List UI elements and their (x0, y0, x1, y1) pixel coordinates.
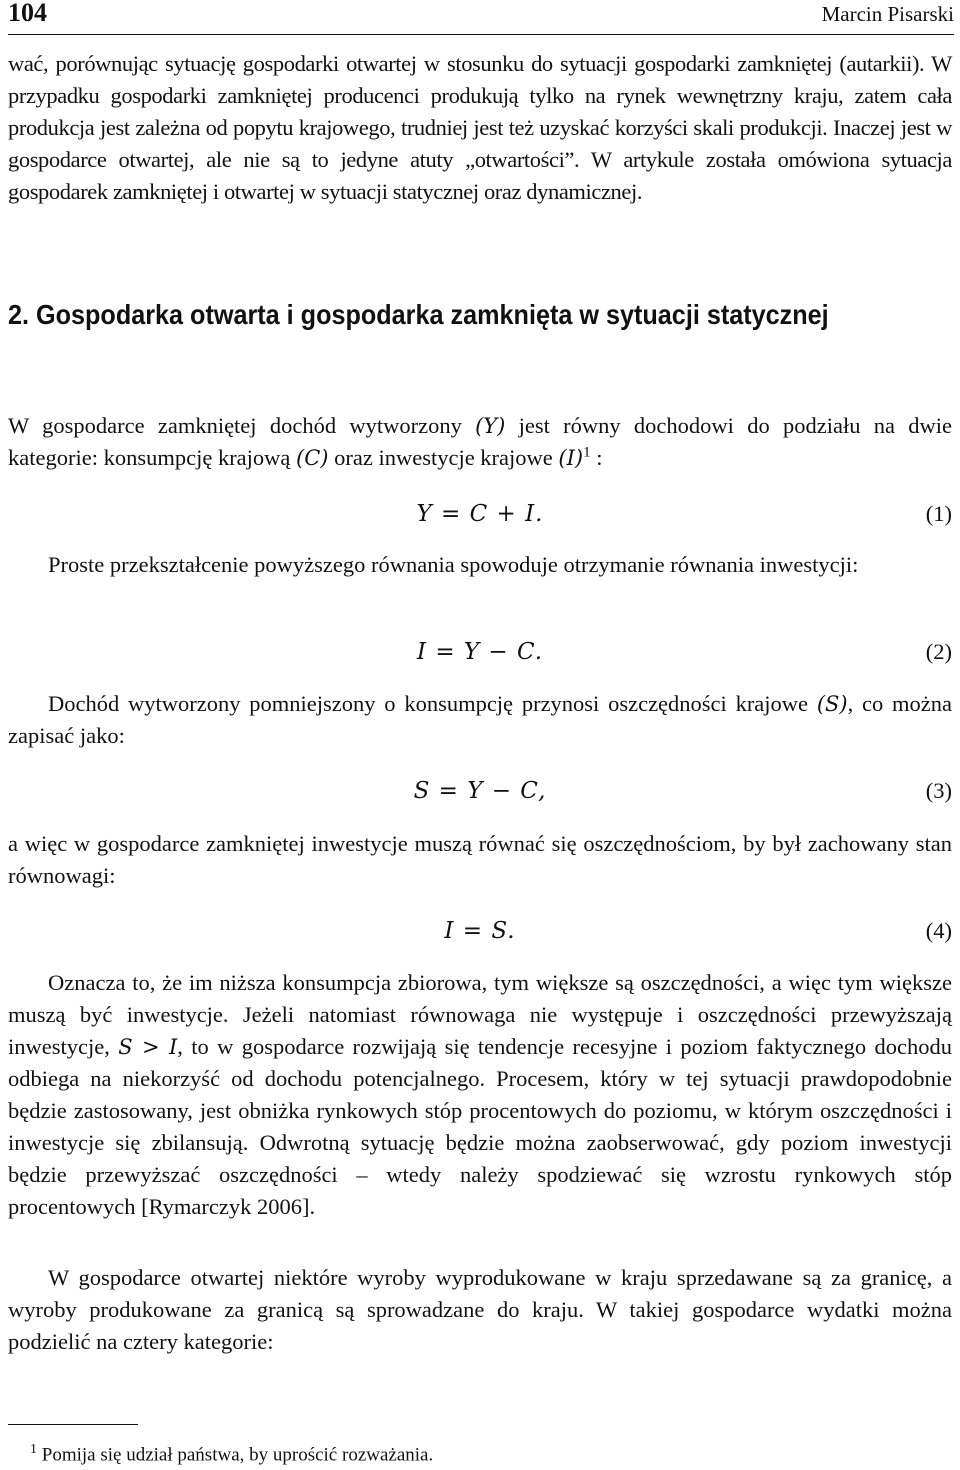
equation-expression: I = Y − C. (416, 639, 544, 665)
math-symbol-y: (Y) (475, 414, 506, 438)
section-heading: 2. Gospodarka otwarta i gospodarka zamknięta w sytuacji statycznej (8, 299, 829, 330)
text: Oznacza to, że im niższa konsumpcja zbiorowa, tym większe są oszczędności, a więc tym większe muszą być inwestycje. Jeżeli natomiast równowaga nie występuje i oszczędności przewyższają inwestycje, (8, 970, 952, 1059)
math-symbol-s: (S) (816, 692, 848, 716)
text: jest równy dochodowi do podziału na dwie kategorie: konsumpcję krajową (8, 413, 952, 470)
text: , co można zapisać jako: (8, 691, 953, 748)
equation-number: (2) (925, 639, 952, 664)
equation-expression: S = Y − C, (413, 778, 547, 804)
text: oraz inwestycje krajowe (328, 445, 559, 470)
equation-number: (3) (925, 778, 952, 803)
math-symbol-c: (C) (296, 446, 329, 470)
equation-1 (0, 497, 960, 531)
text: W gospodarce zamkniętej dochód wytworzony (8, 413, 476, 438)
paragraph-income-definition (8, 410, 952, 474)
footnote-text: Pomija się udział państwa, by uprościć rozważania. (41, 1444, 434, 1466)
footnote-reference: 1 (583, 444, 591, 461)
equation-number: (1) (925, 501, 952, 526)
equation-number: (4) (925, 918, 952, 943)
equation-2 (0, 635, 960, 669)
text: , to w gospodarce rozwijają się tendencje recesyjne i poziom faktycznego dochodu odbiega na niekorzyść od dochodu potencjalnego. Procesem, który w tej sytuacji prawdopodobnie będzie zastosowany, jest obniżka rynkowych stóp procentowych do poziomu, w którym oszczędności i inwestycje się zbilansują. Odwrotną sytuację będzie można zaobserwować, gdy poziom inwestycji będzie przewyższać oszczędności – wtedy należy spodziewać się wzrostu rynkowych stóp procentowych [Rymarczyk 2006]. (8, 1034, 952, 1219)
page-number: 104 (8, 0, 47, 27)
page-header (8, 0, 954, 35)
math-symbol-i: (I) (558, 446, 584, 470)
paragraph-open-economy: W gospodarce otwartej niektóre wyroby wyprodukowane w kraju sprzedawane są za granicę, a wyroby produkowane za granicą są sprowadzane do kraju. W takiej gospodarce wydatki można podzielić na cztery kategorie: (8, 1265, 952, 1354)
footnote (30, 1437, 433, 1468)
equation-3 (0, 774, 960, 808)
text: Dochód wytworzony pomniejszony o konsumpcję przynosi oszczędności krajowe (48, 691, 817, 716)
math-inequality: S > I (118, 1035, 178, 1059)
paragraph-savings (8, 688, 952, 752)
paragraph-equilibrium: a więc w gospodarce zamkniętej inwestycje muszą równać się oszczędnościom, by był zachowany stan równowagi: (8, 831, 952, 888)
paragraph-recession (8, 967, 952, 1223)
equation-expression: I = S. (444, 918, 516, 944)
text: : (590, 445, 603, 470)
footnote-marker: 1 (30, 1442, 37, 1457)
paragraph-transformation: Proste przekształcenie powyższego równania spowoduje otrzymanie równania inwestycji: (48, 552, 859, 577)
equation-4 (0, 914, 960, 948)
equation-expression: Y = C + I. (416, 501, 544, 527)
intro-paragraph: wać, porównując sytuację gospodarki otwartej w stosunku do sytuacji gospodarki zamkniętej (autarkii). W przypadku gospodarki zamkniętej producenci produkują tylko na rynek wewnętrzny kraju, zatem cała produkcja jest zależna od popytu krajowego, trudniej jest też uzyskać korzyści skali produkcji. Inaczej jest w gospodarce otwartej, ale nie są to jedyne atuty „otwartości”. W artykule została omówiona sytuacja gospodarek zamkniętej i otwartej w sytuacji statycznej oraz dynamicznej. (8, 51, 952, 204)
footnote-divider (8, 1424, 138, 1425)
running-head-author: Marcin Pisarski (821, 2, 954, 26)
